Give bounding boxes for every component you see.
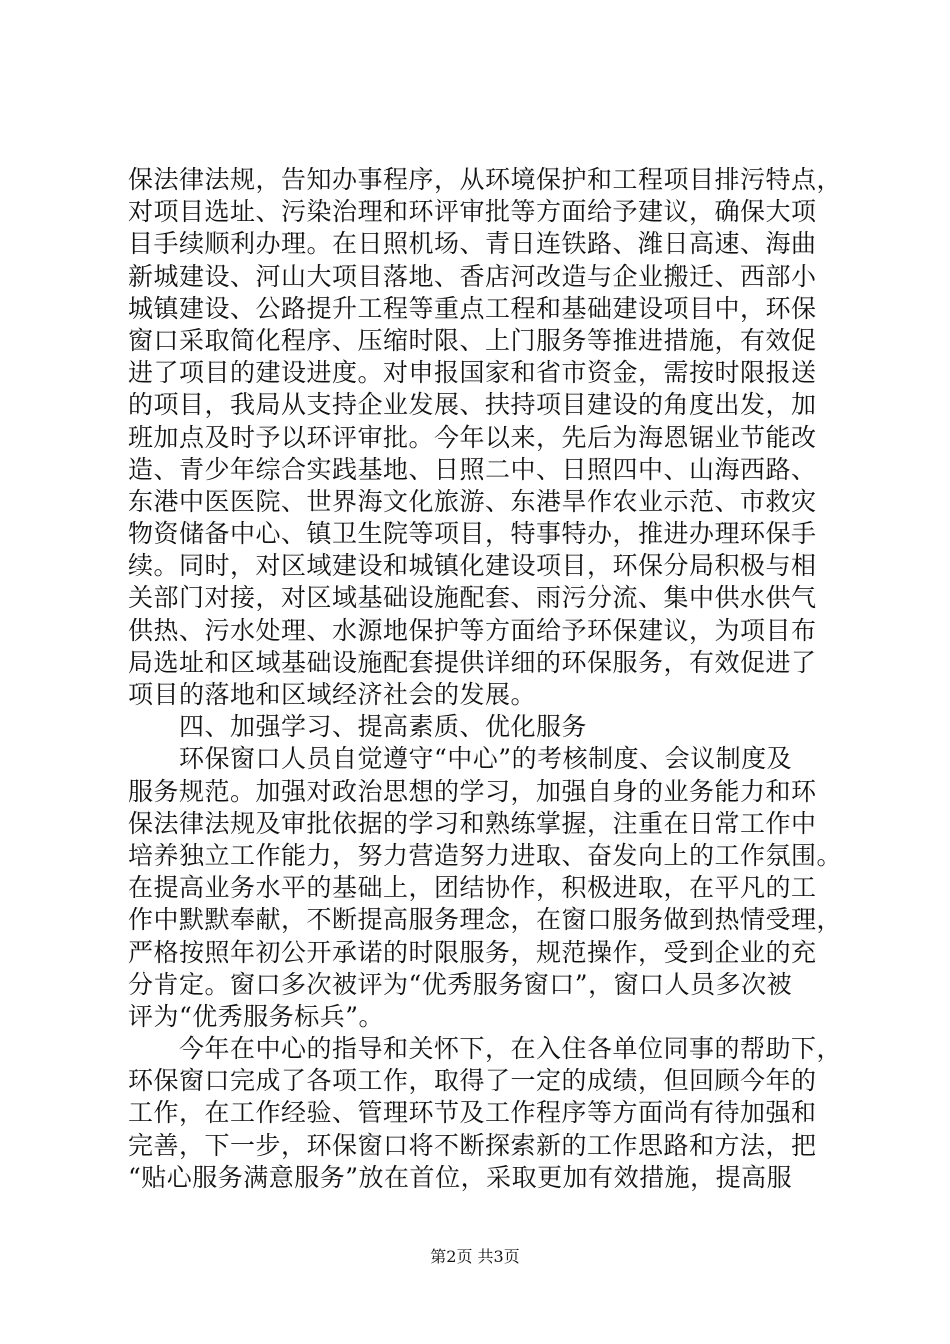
text-line: 完善，下一步，环保窗口将不断探索新的工作思路和方法，把 bbox=[128, 1130, 817, 1160]
text-line: 供热、污水处理、水源地保护等方面给予环保建议，为项目布 bbox=[128, 615, 817, 645]
text-line: 今年在中心的指导和关怀下，在入住各单位同事的帮助下， bbox=[128, 1034, 843, 1064]
text-line: 目手续顺利办理。在日照机场、青日连铁路、潍日高速、海曲 bbox=[128, 229, 817, 259]
text-line: “贴心服务满意服务”放在首位，采取更加有效措施，提高服 bbox=[128, 1162, 793, 1192]
text-line: 分肯定。窗口多次被评为“优秀服务窗口”，窗口人员多次被 bbox=[128, 969, 793, 999]
text-line: 保法律法规及审批依据的学习和熟练掌握，注重在日常工作中 bbox=[128, 808, 817, 838]
text-line: 作中默默奉献，不断提高服务理念，在窗口服务做到热情受理， bbox=[128, 905, 843, 935]
text-line: 物资储备中心、镇卫生院等项目，特事特办，推进办理环保手 bbox=[128, 519, 817, 549]
text-line: 城镇建设、公路提升工程等重点工程和基础建设项目中，环保 bbox=[128, 293, 817, 323]
text-line: 评为“优秀服务标兵”。 bbox=[128, 1001, 385, 1031]
text-line: 续。同时，对区域建设和城镇化建设项目，环保分局积极与相 bbox=[128, 551, 817, 581]
text-line: 服务规范。加强对政治思想的学习，加强自身的业务能力和环 bbox=[128, 776, 817, 806]
text-line: 进了项目的建设进度。对申报国家和省市资金，需按时限报送 bbox=[128, 358, 817, 388]
text-line: 东港中医医院、世界海文化旅游、东港旱作农业示范、市救灾 bbox=[128, 486, 817, 516]
text-line: 班加点及时予以环评审批。今年以来，先后为海恩锯业节能改 bbox=[128, 422, 817, 452]
text-line: 在提高业务水平的基础上，团结协作，积极进取，在平凡的工 bbox=[128, 873, 817, 903]
text-line: 局选址和区域基础设施配套提供详细的环保服务，有效促进了 bbox=[128, 647, 817, 677]
page-number-footer: 第2页 共3页 bbox=[430, 1247, 520, 1266]
text-line: 环保窗口完成了各项工作，取得了一定的成绩，但回顾今年的 bbox=[128, 1066, 817, 1096]
section-heading: 四、加强学习、提高素质、优化服务 bbox=[128, 712, 588, 742]
text-line: 保法律法规，告知办事程序，从环境保护和工程项目排污特点， bbox=[128, 165, 843, 194]
text-line: 新城建设、河山大项目落地、香店河改造与企业搬迁、西部小 bbox=[128, 261, 817, 291]
text-line: 的项目，我局从支持企业发展、扶持项目建设的角度出发，加 bbox=[128, 390, 817, 420]
text-line: 培养独立工作能力，努力营造努力进取、奋发向上的工作氛围。 bbox=[128, 840, 843, 870]
text-line: 项目的落地和区域经济社会的发展。 bbox=[128, 680, 537, 709]
text-line: 环保窗口人员自觉遵守“中心”的考核制度、会议制度及 bbox=[128, 744, 793, 774]
document-body bbox=[128, 164, 850, 1194]
text-line: 严格按照年初公开承诺的时限服务，规范操作，受到企业的充 bbox=[128, 937, 817, 967]
text-line: 工作，在工作经验、管理环节及工作程序等方面尚有待加强和 bbox=[128, 1098, 817, 1128]
text-line: 关部门对接，对区域基础设施配套、雨污分流、集中供水供气 bbox=[128, 583, 817, 613]
text-line: 造、青少年综合实践基地、日照二中、日照四中、山海西路、 bbox=[128, 454, 817, 484]
text-line: 窗口采取简化程序、压缩时限、上门服务等推进措施，有效促 bbox=[128, 325, 817, 355]
text-line: 对项目选址、污染治理和环评审批等方面给予建议，确保大项 bbox=[128, 197, 817, 227]
